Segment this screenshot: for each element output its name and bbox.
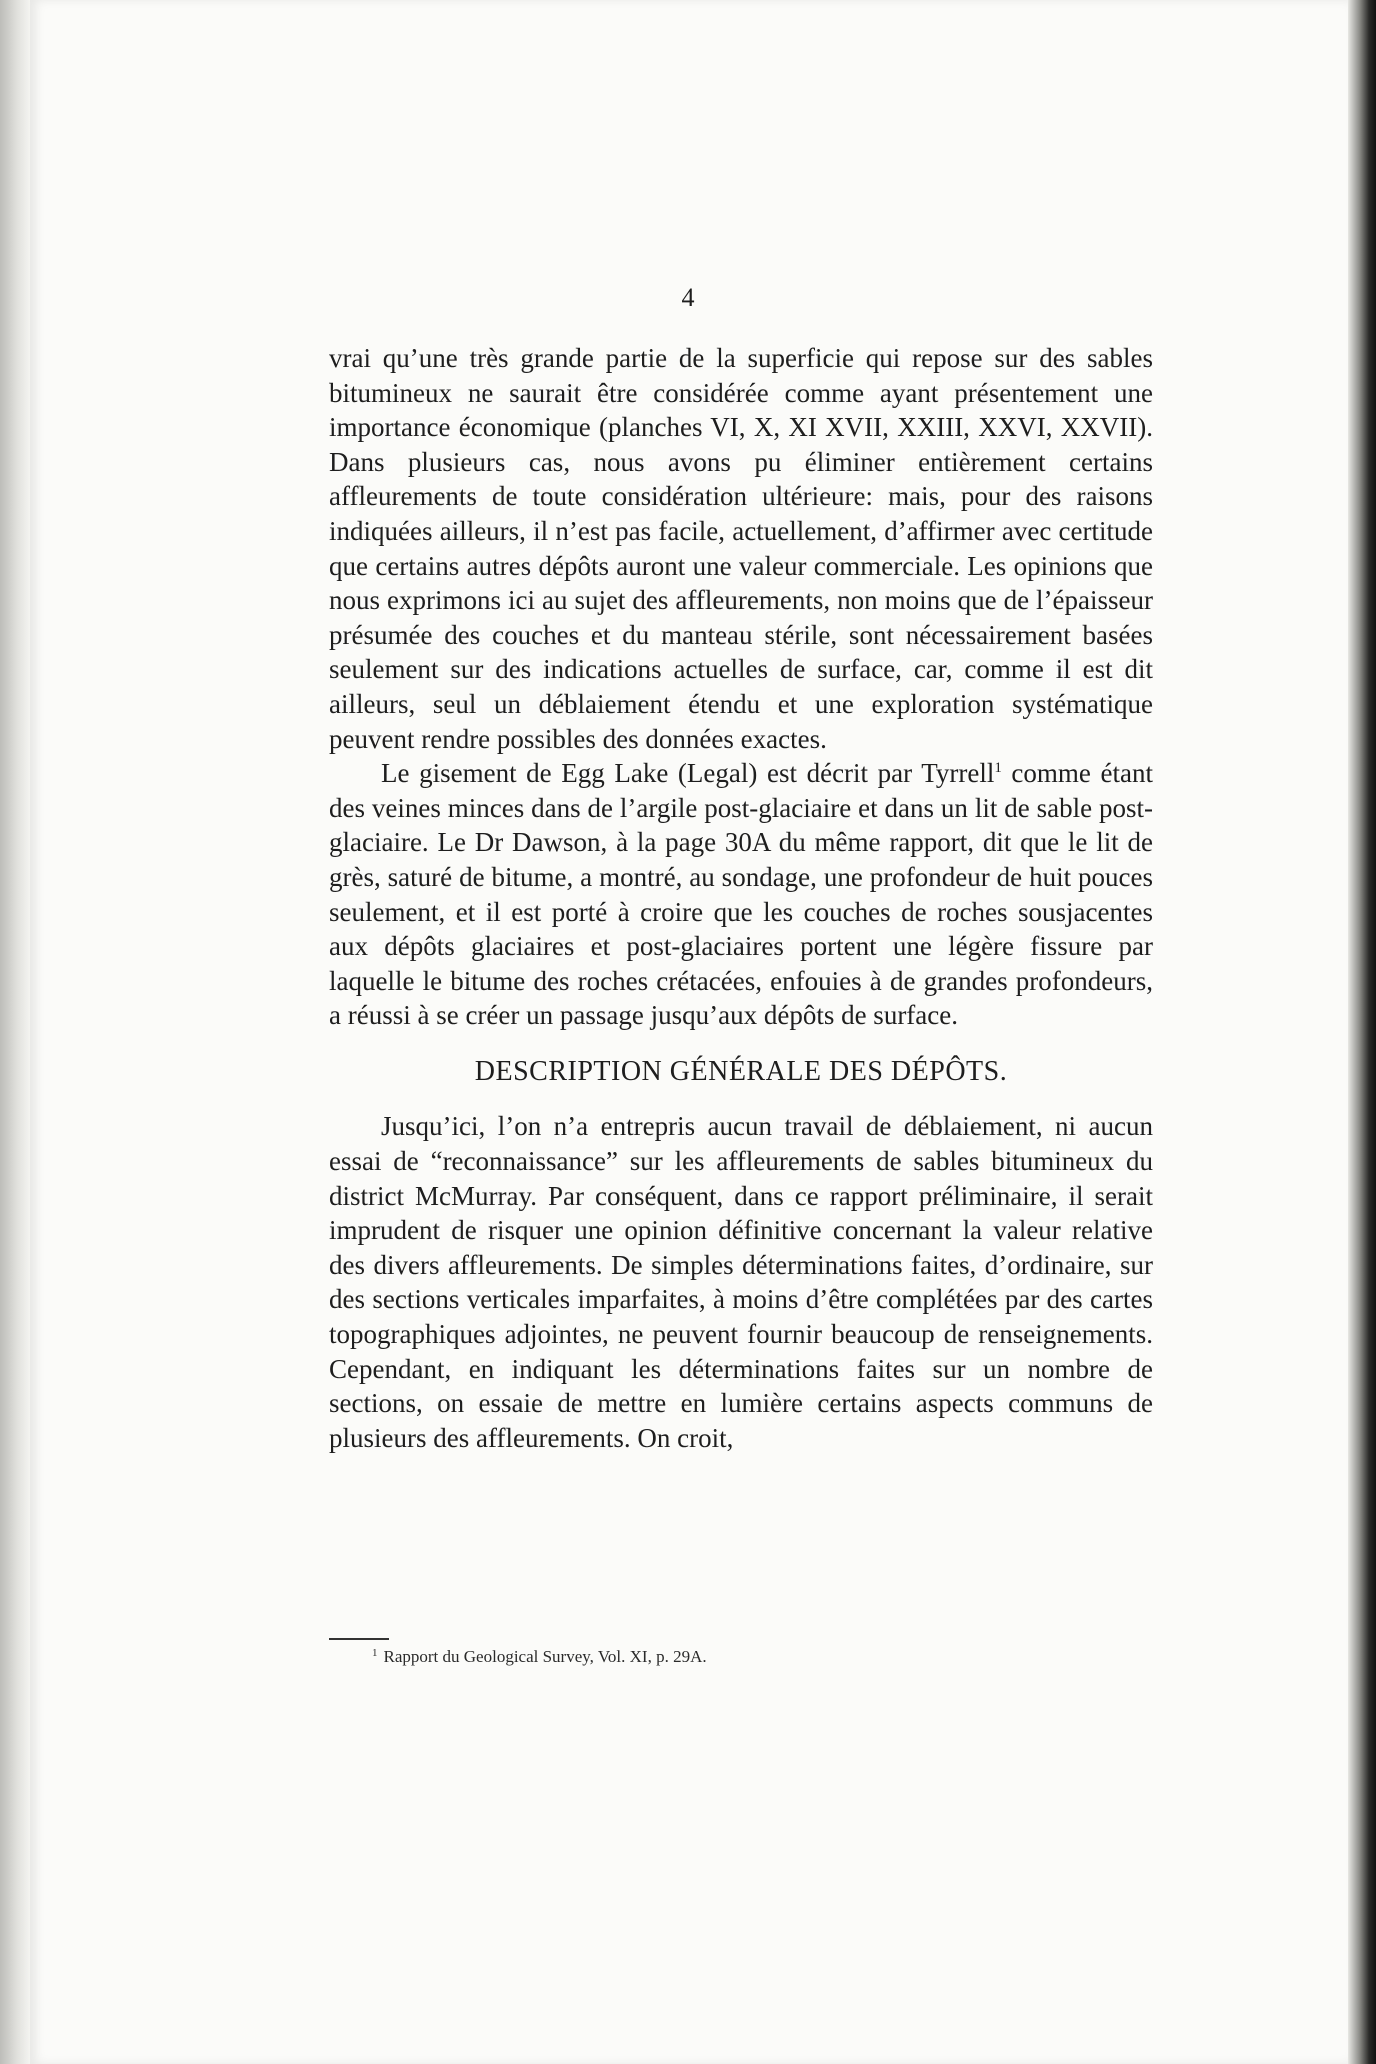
footnote	[372, 1646, 707, 1668]
footnote-marker: 1	[372, 1647, 378, 1659]
paragraph-2	[329, 756, 1153, 1033]
paragraph-1: vrai qu’une très grande partie de la superficie qui repose sur des sables bitumineux ne saurait être considérée comme ayant présentement une importance économique (planches VI, X, XI XVII, XXIII, XXVI, XXVII). Dans plusieurs cas, nous avons pu éliminer entièrement certains affleurements de toute considération ultérieure: mais, pour des raisons indiquées ailleurs, il n’est pas facile, actuellement, d’affirmer avec certitude que certains autres dépôts auront une valeur commerciale. Les opinions que nous exprimons ici au sujet des affleurements, non moins que de l’épaisseur présumée des couches et du manteau stérile, sont nécessairement basées seulement sur des indications actuelles de surface, car, comme il est dit ailleurs, seul un déblaiement étendu et une exploration systématique peuvent rendre possibles des données exactes.	[329, 343, 1153, 754]
footnote-text: Rapport du Geological Survey, Vol. XI, p. 29A.	[383, 1647, 707, 1666]
footnote-divider	[329, 1638, 389, 1640]
paragraph-3: Jusqu’ici, l’on n’a entrepris aucun travail de déblaiement, ni aucun essai de “reconnaissance” sur les affleurements de sables bitumineux du district McMurray. Par conséquent, dans ce rapport préliminaire, il serait imprudent de risquer une opinion définitive concernant la valeur relative des divers affleurements. De simples déterminations faites, d’ordinaire, sur des sections verticales imparfaites, à moins d’être complétées par des cartes topographiques adjointes, ne peuvent fournir beaucoup de renseignements. Cependant, en indiquant les déterminations faites sur un nombre de sections, on essaie de mettre en lumière certains aspects communs de plusieurs des affleurements. On croit,	[329, 1111, 1153, 1453]
section-heading: DESCRIPTION GÉNÉRALE DES DÉPÔTS.	[474, 1055, 1008, 1087]
paragraph-2-rest: comme étant des veines minces dans de l’argile post-glaciaire et dans un lit de sable post-glaciaire. Le Dr Dawson, à la page 30A du même rapport, dit que le lit de grès, saturé de bitume, a montré, au sondage, une profondeur de huit pouces seulement, et il est porté à croire que les couches de roches sousjacentes aux dépôts glaciaires et post-glaciaires portent une légère fissure par laquelle le bitume des roches crétacées, enfouies à de grandes profondeurs, a réussi à se créer un passage jusqu’aux dépôts de surface.	[329, 758, 1153, 1031]
body-text	[329, 341, 1153, 1455]
page-number: 4	[681, 283, 695, 312]
footnote-reference: 1	[994, 760, 1002, 777]
paragraph-2-start: Le gisement de Egg Lake (Legal) est décrit par Tyrrell	[381, 758, 995, 789]
